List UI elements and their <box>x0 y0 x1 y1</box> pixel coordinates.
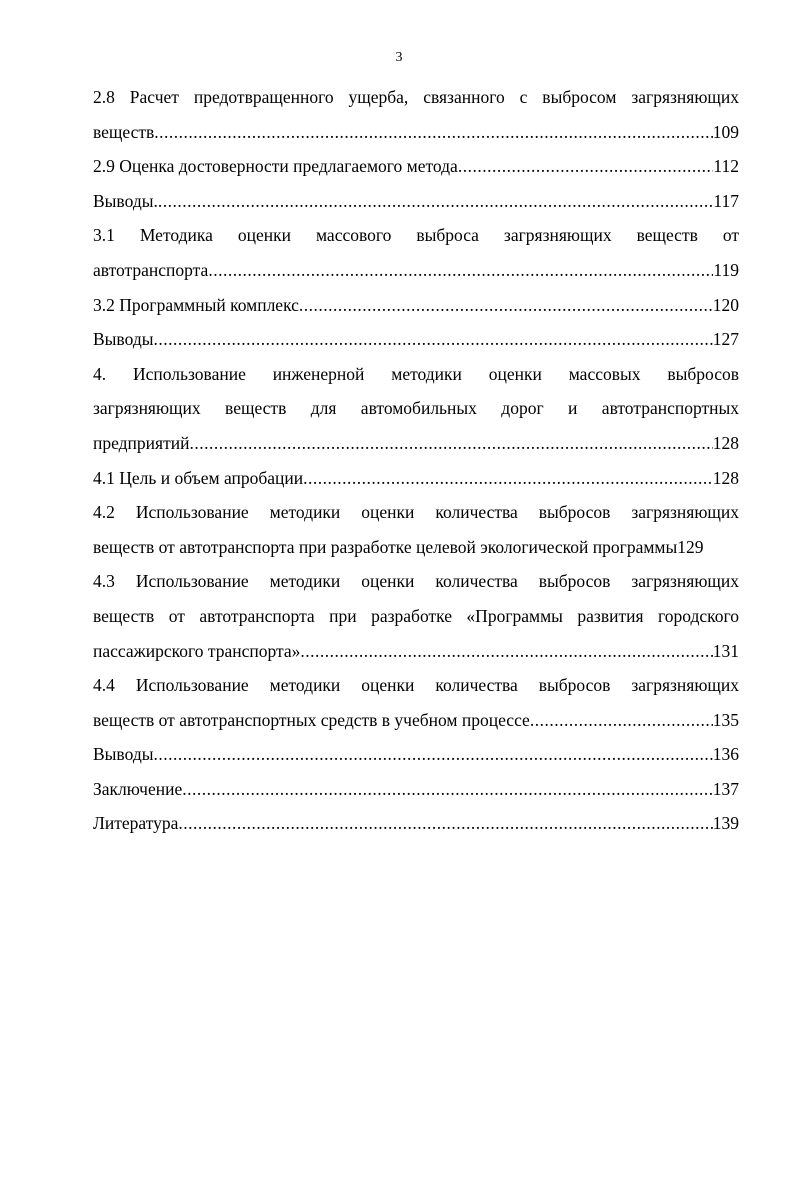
toc-entry-page: 128 <box>712 432 739 453</box>
toc-entry-line: 4. Использование инженерной методики оценки массовых выбросов <box>93 363 739 384</box>
toc-entry-last-line <box>93 634 739 669</box>
toc-dot-leader <box>182 772 713 807</box>
toc-entry[interactable] <box>93 322 739 357</box>
toc-entry[interactable] <box>93 564 739 668</box>
toc-entry[interactable] <box>93 218 739 287</box>
toc-dot-leader <box>208 253 713 288</box>
toc-dot-leader <box>458 149 714 184</box>
toc-entry-page: 135 <box>712 709 739 730</box>
toc-entry[interactable] <box>93 357 739 461</box>
toc-entry[interactable] <box>93 461 739 496</box>
toc-entry-page: 112 <box>713 156 739 177</box>
toc-entry-last-line <box>93 461 739 496</box>
toc-entry-line: 4.2 Использование методики оценки количества выбросов загрязняющих <box>93 502 739 523</box>
page-number: 3 <box>395 50 403 65</box>
toc-entry-title: веществ от автотранспортных средств в учебном процессе <box>93 709 530 730</box>
toc-entry-last-line <box>93 426 739 461</box>
toc-entry-page: 128 <box>712 467 739 488</box>
table-of-contents <box>93 80 739 841</box>
toc-entry-page: 119 <box>713 259 739 280</box>
toc-entry-title: Выводы <box>93 744 154 765</box>
toc-entry-title: Выводы <box>93 329 154 350</box>
toc-entry-line: 3.1 Методика оценки массового выброса загрязняющих веществ от <box>93 225 739 246</box>
toc-entry[interactable] <box>93 668 739 737</box>
toc-dot-leader <box>300 634 712 669</box>
toc-entry[interactable] <box>93 288 739 323</box>
toc-entry-line: 4.3 Использование методики оценки количества выбросов загрязняющих <box>93 571 739 592</box>
toc-entry-last-line <box>93 737 739 772</box>
toc-entry-last-line <box>93 806 739 841</box>
toc-entry-page: 129 <box>677 536 704 557</box>
toc-entry-last-line <box>93 253 739 288</box>
toc-entry[interactable] <box>93 772 739 807</box>
toc-entry-line: 2.8 Расчет предотвращенного ущерба, связанного с выбросом загрязняющих <box>93 87 739 107</box>
toc-entry[interactable] <box>93 495 739 564</box>
toc-entry-page: 117 <box>713 190 739 211</box>
toc-entry-last-line <box>93 703 739 738</box>
toc-entry-line: веществ от автотранспорта при разработке «Программы развития городского <box>93 605 739 626</box>
toc-entry-title: веществ <box>93 121 155 142</box>
toc-dot-leader <box>178 806 712 841</box>
toc-entry[interactable] <box>93 80 739 149</box>
toc-dot-leader <box>154 115 712 150</box>
toc-entry-page: 139 <box>712 813 739 834</box>
toc-entry-page: 109 <box>712 121 739 142</box>
toc-entry-last-line <box>93 530 739 565</box>
toc-entry-last-line <box>93 184 739 219</box>
toc-entry-page: 136 <box>712 744 739 765</box>
toc-entry-title: 2.9 Оценка достоверности предлагаемого метода <box>93 156 458 177</box>
toc-entry[interactable] <box>93 737 739 772</box>
toc-entry-title: предприятий <box>93 432 190 453</box>
toc-entry-last-line <box>93 322 739 357</box>
toc-entry-last-line <box>93 149 739 184</box>
toc-entry-title: 3.2 Программный комплекс <box>93 294 299 315</box>
toc-dot-leader <box>153 737 712 772</box>
toc-entry-page: 127 <box>712 329 739 350</box>
toc-entry-page: 120 <box>712 294 739 315</box>
toc-dot-leader <box>303 461 713 496</box>
toc-entry-title: Литература <box>93 813 179 834</box>
toc-entry-title: Заключение <box>93 778 183 799</box>
toc-entry-last-line <box>93 115 739 150</box>
toc-entry-line: 4.4 Использование методики оценки количества выбросов загрязняющих <box>93 675 739 696</box>
toc-entry-page: 137 <box>712 778 739 799</box>
toc-entry-title: автотранспорта <box>93 259 209 280</box>
toc-dot-leader <box>530 703 713 738</box>
toc-entry-title: 4.1 Цель и объем апробации <box>93 467 304 488</box>
toc-entry-last-line <box>93 772 739 807</box>
toc-entry-title: Выводы. <box>93 190 158 211</box>
toc-dot-leader <box>189 426 712 461</box>
toc-entry[interactable] <box>93 184 739 219</box>
toc-dot-leader <box>299 288 713 323</box>
toc-dot-leader <box>153 322 712 357</box>
toc-dot-leader <box>158 184 714 219</box>
toc-entry[interactable] <box>93 149 739 184</box>
toc-entry-line: загрязняющих веществ для автомобильных дорог и автотранспортных <box>93 398 739 419</box>
toc-entry-last-line <box>93 288 739 323</box>
toc-entry-title: пассажирского транспорта» <box>93 640 301 661</box>
toc-entry-page: 131 <box>712 640 739 661</box>
toc-entry-title: веществ от автотранспорта при разработке целевой экологической программы <box>93 536 678 557</box>
toc-entry[interactable] <box>93 806 739 841</box>
